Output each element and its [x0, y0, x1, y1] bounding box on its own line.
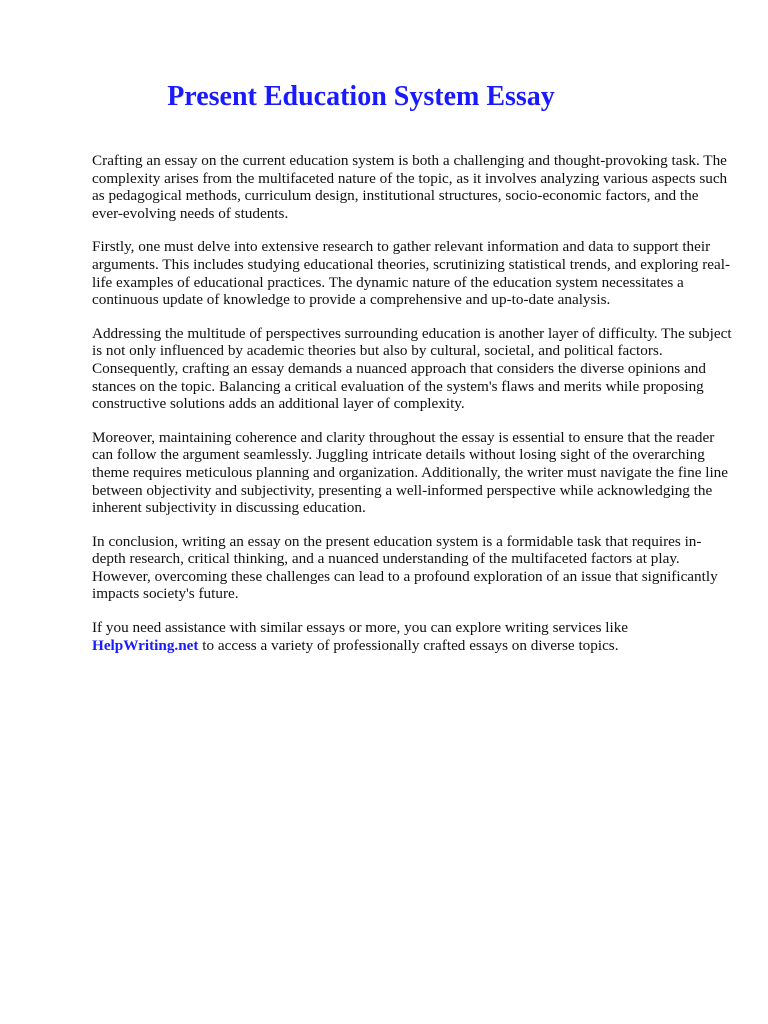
- paragraph-conclusion: In conclusion, writing an essay on the present education system is a formidable task that requires in-depth research, critical thinking, and a nuanced understanding of the multifaceted factors at play. However, overcoming these challenges can lead to a profound exploration of an issue that significantly impacts society's future.: [92, 532, 718, 603]
- paragraph-intro: Crafting an essay on the current education system is both a challenging and thought-provoking task. The complexity arises from the multifaceted nature of the topic, as it involves analyzing various aspects such as pedagogical methods, curriculum design, institutional structures, socio-economic factors, and the ever-evolving needs of students.: [92, 152, 728, 222]
- document-title: Present Education System Essay: [167, 81, 555, 112]
- paragraph-coherence: Moreover, maintaining coherence and clarity throughout the essay is essential to ensure that the reader can follow the argument seamlessly. Juggling intricate details without losing sight of the overarching theme requires meticulous planning and organization. Additionally, the writer must navigate the fine line between objectivity and subjectivity, presenting a well-informed perspective while acknowledging the inherent subjectivity in discussing education.: [92, 428, 729, 517]
- helpwriting-link[interactable]: HelpWriting.net: [92, 636, 199, 654]
- closing-text-after-link: to access a variety of professionally crafted essays on diverse topics.: [198, 636, 619, 654]
- paragraph-perspectives: Addressing the multitude of perspectives surrounding education is another layer of difficulty. The subject is not only influenced by academic theories but also by cultural, societal, and political factors. Consequently, crafting an essay demands a nuanced approach that considers the diverse opinions and stances on the topic. Balancing a critical evaluation of the system's flaws and merits while proposing constructive solutions adds an additional layer of complexity.: [92, 324, 732, 413]
- paragraph-closing: [92, 619, 732, 654]
- closing-text-before-link: If you need assistance with similar essays or more, you can explore writing services like: [92, 619, 629, 637]
- paragraph-research: Firstly, one must delve into extensive research to gather relevant information and data to support their arguments. This includes studying educational theories, scrutinizing statistical trends, and exploring real-life examples of educational practices. The dynamic nature of the education system necessitates a continuous update of knowledge to provide a comprehensive and up-to-date analysis.: [92, 238, 731, 309]
